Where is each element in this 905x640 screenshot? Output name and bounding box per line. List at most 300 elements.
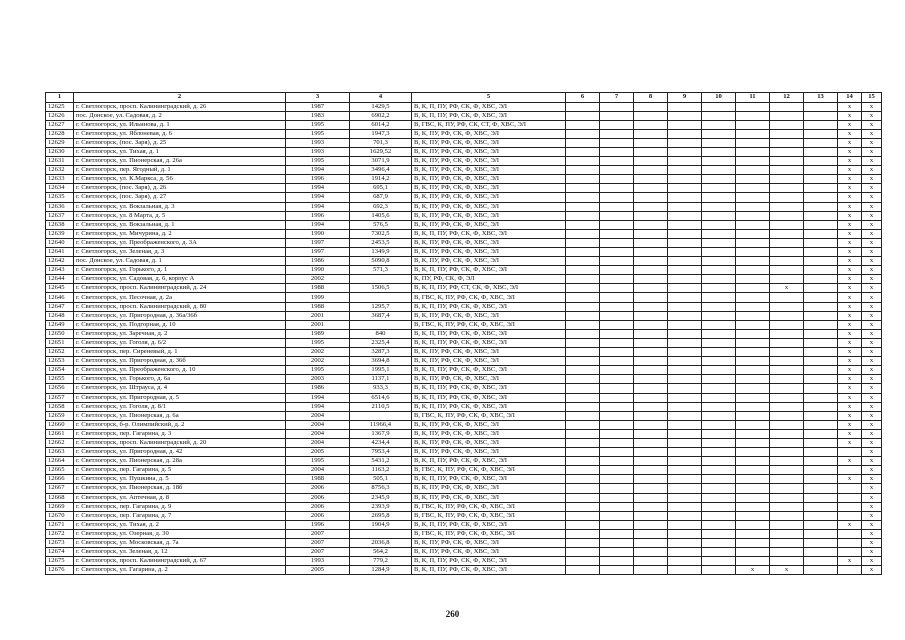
- mark-cell-col-15: x: [862, 202, 882, 211]
- mark-cell-col-13: [804, 257, 838, 266]
- area-cell: 564,2: [350, 548, 412, 557]
- mark-cell-col-8: [634, 193, 668, 202]
- mark-cell-col-10: [702, 466, 736, 475]
- mark-cell-col-9: [668, 193, 702, 202]
- utilities-cell: К, ПУ, РФ, СК, Ф, ЭЛ: [412, 275, 566, 284]
- mark-cell-col-7: [600, 220, 634, 229]
- mark-cell-col-12: [770, 302, 804, 311]
- mark-cell-col-15: x: [862, 475, 882, 484]
- registry-number-cell: 12641: [46, 248, 74, 257]
- mark-cell-col-15: x: [862, 448, 882, 457]
- address-cell: пос. Донское, ул. Садовая, д. 2: [74, 111, 286, 120]
- mark-cell-col-10: [702, 411, 736, 420]
- mark-cell-col-13: [804, 375, 838, 384]
- mark-cell-col-7: [600, 484, 634, 493]
- mark-cell-col-11: [736, 302, 770, 311]
- mark-cell-col-14: x: [838, 266, 862, 275]
- mark-cell-col-8: [634, 275, 668, 284]
- mark-cell-col-12: [770, 438, 804, 447]
- year-built-cell: 2004: [286, 466, 350, 475]
- registry-number-cell: 12644: [46, 275, 74, 284]
- mark-cell-col-7: [600, 338, 634, 347]
- mark-cell-col-13: [804, 420, 838, 429]
- address-cell: г. Светлогорск, б-р. Олимпийский, д. 2: [74, 420, 286, 429]
- area-cell: [350, 411, 412, 420]
- mark-cell-col-15: x: [862, 229, 882, 238]
- utilities-cell: В, К, П, ПУ, РФ, СТ, СК, Ф, ХВС, ЭЛ: [412, 284, 566, 293]
- utilities-cell: В, К, ПУ, РФ, СК, Ф, ХВС, ЭЛ: [412, 348, 566, 357]
- mark-cell-col-13: [804, 338, 838, 347]
- area-cell: 1349,9: [350, 248, 412, 257]
- mark-cell-col-7: [600, 166, 634, 175]
- mark-cell-col-11: [736, 329, 770, 338]
- mark-cell-col-14: x: [838, 357, 862, 366]
- table-row: [46, 320, 882, 329]
- mark-cell-col-9: [668, 438, 702, 447]
- mark-cell-col-15: x: [862, 493, 882, 502]
- mark-cell-col-6: [566, 429, 600, 438]
- mark-cell-col-15: x: [862, 484, 882, 493]
- mark-cell-col-7: [600, 475, 634, 484]
- mark-cell-col-7: [600, 175, 634, 184]
- mark-cell-col-13: [804, 302, 838, 311]
- address-cell: г. Светлогорск, ул. Тихая, д. 2: [74, 520, 286, 529]
- address-cell: г. Светлогорск, ул. Гагарина, д. 2: [74, 566, 286, 575]
- utilities-cell: В, К, ПУ, РФ, СК, Ф, ХВС, ЭЛ: [412, 166, 566, 175]
- table-header-row: [46, 93, 882, 103]
- mark-cell-col-11: [736, 475, 770, 484]
- registry-number-cell: 12629: [46, 138, 74, 147]
- column-header-6: 6: [566, 93, 600, 103]
- mark-cell-col-10: [702, 429, 736, 438]
- mark-cell-col-10: [702, 129, 736, 138]
- mark-cell-col-7: [600, 357, 634, 366]
- table-row: [46, 111, 882, 120]
- mark-cell-col-9: [668, 429, 702, 438]
- table-row: [46, 238, 882, 247]
- mark-cell-col-11: [736, 102, 770, 111]
- mark-cell-col-10: [702, 138, 736, 147]
- area-cell: 692,3: [350, 202, 412, 211]
- registry-number-cell: 12660: [46, 420, 74, 429]
- mark-cell-col-9: [668, 511, 702, 520]
- mark-cell-col-11: [736, 557, 770, 566]
- mark-cell-col-6: [566, 348, 600, 357]
- utilities-cell: В, К, ПУ, РФ, СК, Ф, ХВС, ЭЛ: [412, 220, 566, 229]
- mark-cell-col-10: [702, 393, 736, 402]
- mark-cell-col-6: [566, 184, 600, 193]
- year-built-cell: 1995: [286, 366, 350, 375]
- column-header-1: 1: [46, 93, 74, 103]
- registry-number-cell: 12671: [46, 520, 74, 529]
- registry-number-cell: 12635: [46, 193, 74, 202]
- mark-cell-col-14: x: [838, 157, 862, 166]
- mark-cell-col-7: [600, 329, 634, 338]
- utilities-cell: В, К, П, ПУ, РФ, СК, Ф, ХВС, ЭЛ: [412, 111, 566, 120]
- mark-cell-col-8: [634, 511, 668, 520]
- mark-cell-col-7: [600, 348, 634, 357]
- table-row: [46, 284, 882, 293]
- mark-cell-col-14: x: [838, 302, 862, 311]
- mark-cell-col-7: [600, 448, 634, 457]
- registry-number-cell: 12672: [46, 529, 74, 538]
- address-cell: г. Светлогорск, пер. Гагарина, д. 9: [74, 502, 286, 511]
- mark-cell-col-15: x: [862, 375, 882, 384]
- mark-cell-col-11: x: [736, 566, 770, 575]
- utilities-cell: В, К, ПУ, РФ, СК, Ф, ХВС, ЭЛ: [412, 138, 566, 147]
- address-cell: г. Светлогорск, (пос. Заря), д. 26: [74, 184, 286, 193]
- utilities-cell: В, К, ПУ, РФ, СК, Ф, ХВС, ЭЛ: [412, 311, 566, 320]
- mark-cell-col-7: [600, 248, 634, 257]
- mark-cell-col-15: x: [862, 129, 882, 138]
- mark-cell-col-8: [634, 238, 668, 247]
- table-row: [46, 457, 882, 466]
- registry-number-cell: 12653: [46, 357, 74, 366]
- mark-cell-col-14: x: [838, 520, 862, 529]
- mark-cell-col-12: [770, 129, 804, 138]
- mark-cell-col-14: x: [838, 393, 862, 402]
- column-header-9: 9: [668, 93, 702, 103]
- mark-cell-col-11: [736, 129, 770, 138]
- mark-cell-col-12: [770, 366, 804, 375]
- mark-cell-col-9: [668, 357, 702, 366]
- mark-cell-col-6: [566, 248, 600, 257]
- mark-cell-col-13: [804, 175, 838, 184]
- mark-cell-col-12: [770, 248, 804, 257]
- year-built-cell: 1993: [286, 557, 350, 566]
- utilities-cell: В, ГВС, К, ПУ, РФ, СК, Ф, ХВС, ЭЛ: [412, 502, 566, 511]
- table-row: [46, 229, 882, 238]
- mark-cell-col-6: [566, 175, 600, 184]
- area-cell: 2393,9: [350, 502, 412, 511]
- mark-cell-col-10: [702, 275, 736, 284]
- year-built-cell: 1997: [286, 238, 350, 247]
- table-row: [46, 566, 882, 575]
- housing-registry-table: [45, 92, 882, 575]
- mark-cell-col-7: [600, 493, 634, 502]
- year-built-cell: 1986: [286, 257, 350, 266]
- mark-cell-col-10: [702, 184, 736, 193]
- year-built-cell: 2007: [286, 548, 350, 557]
- mark-cell-col-6: [566, 129, 600, 138]
- mark-cell-col-14: x: [838, 102, 862, 111]
- mark-cell-col-6: [566, 393, 600, 402]
- mark-cell-col-7: [600, 238, 634, 247]
- utilities-cell: В, К, ПУ, РФ, СК, Ф, ХВС, ЭЛ: [412, 548, 566, 557]
- mark-cell-col-15: x: [862, 557, 882, 566]
- mark-cell-col-9: [668, 493, 702, 502]
- mark-cell-col-13: [804, 220, 838, 229]
- address-cell: г. Светлогорск, ул. Пионерская, д. 18б: [74, 484, 286, 493]
- mark-cell-col-14: x: [838, 175, 862, 184]
- mark-cell-col-11: [736, 366, 770, 375]
- mark-cell-col-10: [702, 348, 736, 357]
- year-built-cell: 1994: [286, 202, 350, 211]
- table-row: [46, 202, 882, 211]
- mark-cell-col-10: [702, 320, 736, 329]
- mark-cell-col-10: [702, 511, 736, 520]
- utilities-cell: В, К, ПУ, РФ, СК, Ф, ХВС, ЭЛ: [412, 193, 566, 202]
- table-row: [46, 393, 882, 402]
- mark-cell-col-12: [770, 257, 804, 266]
- mark-cell-col-14: x: [838, 320, 862, 329]
- area-cell: 3687,4: [350, 311, 412, 320]
- mark-cell-col-6: [566, 411, 600, 420]
- registry-number-cell: 12630: [46, 147, 74, 156]
- table-row: [46, 529, 882, 538]
- year-built-cell: 2004: [286, 438, 350, 447]
- address-cell: г. Светлогорск, ул. Аптечная, д. 8: [74, 493, 286, 502]
- address-cell: г. Светлогорск, ул. Преображенского, д. 10: [74, 366, 286, 375]
- mark-cell-col-11: [736, 429, 770, 438]
- registry-number-cell: 12640: [46, 238, 74, 247]
- utilities-cell: В, К, П, ПУ, РФ, СК, Ф, ХВС, ЭЛ: [412, 520, 566, 529]
- mark-cell-col-13: [804, 311, 838, 320]
- mark-cell-col-7: [600, 293, 634, 302]
- registry-number-cell: 12638: [46, 220, 74, 229]
- mark-cell-col-8: [634, 147, 668, 156]
- year-built-cell: 2006: [286, 484, 350, 493]
- area-cell: 2345,9: [350, 493, 412, 502]
- mark-cell-col-12: [770, 120, 804, 129]
- mark-cell-col-9: [668, 475, 702, 484]
- area-cell: 571,3: [350, 266, 412, 275]
- mark-cell-col-11: [736, 348, 770, 357]
- table-row: [46, 475, 882, 484]
- year-built-cell: 1994: [286, 193, 350, 202]
- mark-cell-col-7: [600, 520, 634, 529]
- area-cell: 7302,5: [350, 229, 412, 238]
- registry-number-cell: 12648: [46, 311, 74, 320]
- table-row: [46, 257, 882, 266]
- page-number: 260: [445, 609, 460, 619]
- year-built-cell: 1993: [286, 147, 350, 156]
- table-row: [46, 120, 882, 129]
- registry-number-cell: 12664: [46, 457, 74, 466]
- mark-cell-col-15: x: [862, 384, 882, 393]
- mark-cell-col-6: [566, 366, 600, 375]
- address-cell: г. Светлогорск, ул. Пригородная, д. 5: [74, 393, 286, 402]
- mark-cell-col-8: [634, 293, 668, 302]
- mark-cell-col-7: [600, 529, 634, 538]
- registry-number-cell: 12647: [46, 302, 74, 311]
- utilities-cell: В, ГВС, К, ПУ, РФ, СК, Ф, ХВС, ЭЛ: [412, 466, 566, 475]
- utilities-cell: В, К, П, ПУ, РФ, СК, Ф, ХВС, ЭЛ: [412, 566, 566, 575]
- mark-cell-col-12: [770, 220, 804, 229]
- mark-cell-col-12: [770, 548, 804, 557]
- area-cell: 576,5: [350, 220, 412, 229]
- mark-cell-col-9: [668, 548, 702, 557]
- mark-cell-col-11: [736, 375, 770, 384]
- registry-number-cell: 12627: [46, 120, 74, 129]
- mark-cell-col-15: x: [862, 157, 882, 166]
- mark-cell-col-8: [634, 166, 668, 175]
- area-cell: 2453,5: [350, 238, 412, 247]
- utilities-cell: В, К, П, ПУ, РФ, СК, Ф, ХВС, ЭЛ: [412, 393, 566, 402]
- mark-cell-col-6: [566, 147, 600, 156]
- mark-cell-col-12: x: [770, 284, 804, 293]
- area-cell: 687,9: [350, 193, 412, 202]
- mark-cell-col-10: [702, 475, 736, 484]
- mark-cell-col-15: x: [862, 275, 882, 284]
- utilities-cell: В, К, ПУ, РФ, СК, Ф, ХВС, ЭЛ: [412, 539, 566, 548]
- mark-cell-col-7: [600, 375, 634, 384]
- utilities-cell: В, ГВС, К, ПУ, РФ, СК, СТ, Ф, ХВС, ЭЛ: [412, 120, 566, 129]
- address-cell: г. Светлогорск, пер. Ягодный, д. 1: [74, 166, 286, 175]
- mark-cell-col-15: x: [862, 102, 882, 111]
- mark-cell-col-8: [634, 493, 668, 502]
- registry-number-cell: 12656: [46, 384, 74, 393]
- table-row: [46, 548, 882, 557]
- mark-cell-col-6: [566, 120, 600, 129]
- mark-cell-col-8: [634, 129, 668, 138]
- mark-cell-col-8: [634, 384, 668, 393]
- address-cell: г. Светлогорск, ул. Московская, д. 7а: [74, 539, 286, 548]
- table-row: [46, 429, 882, 438]
- mark-cell-col-15: x: [862, 566, 882, 575]
- mark-cell-col-11: [736, 457, 770, 466]
- utilities-cell: В, К, ПУ, РФ, СК, Ф, ХВС, ЭЛ: [412, 493, 566, 502]
- mark-cell-col-14: x: [838, 284, 862, 293]
- mark-cell-col-15: x: [862, 366, 882, 375]
- mark-cell-col-15: x: [862, 511, 882, 520]
- mark-cell-col-6: [566, 548, 600, 557]
- year-built-cell: 2005: [286, 566, 350, 575]
- mark-cell-col-7: [600, 193, 634, 202]
- mark-cell-col-15: x: [862, 138, 882, 147]
- mark-cell-col-10: [702, 220, 736, 229]
- mark-cell-col-7: [600, 438, 634, 447]
- year-built-cell: 1995: [286, 120, 350, 129]
- utilities-cell: В, ГВС, К, ПУ, РФ, СК, Ф, ХВС, ЭЛ: [412, 511, 566, 520]
- area-cell: 840: [350, 329, 412, 338]
- mark-cell-col-7: [600, 120, 634, 129]
- address-cell: г. Светлогорск, ул. Пионерская, д. 28а: [74, 457, 286, 466]
- mark-cell-col-9: [668, 266, 702, 275]
- mark-cell-col-15: x: [862, 338, 882, 347]
- year-built-cell: 1983: [286, 111, 350, 120]
- registry-number-cell: 12652: [46, 348, 74, 357]
- mark-cell-col-8: [634, 284, 668, 293]
- mark-cell-col-6: [566, 138, 600, 147]
- mark-cell-col-15: x: [862, 120, 882, 129]
- address-cell: г. Светлогорск, ул. Гоголя, д. 8/1: [74, 402, 286, 411]
- area-cell: 1914,2: [350, 175, 412, 184]
- year-built-cell: 1988: [286, 302, 350, 311]
- mark-cell-col-15: x: [862, 411, 882, 420]
- column-header-3: 3: [286, 93, 350, 103]
- registry-number-cell: 12631: [46, 157, 74, 166]
- mark-cell-col-10: [702, 238, 736, 247]
- area-cell: 2325,4: [350, 338, 412, 347]
- mark-cell-col-15: x: [862, 293, 882, 302]
- mark-cell-col-11: [736, 138, 770, 147]
- mark-cell-col-12: [770, 429, 804, 438]
- mark-cell-col-13: [804, 557, 838, 566]
- mark-cell-col-9: [668, 147, 702, 156]
- mark-cell-col-7: [600, 502, 634, 511]
- mark-cell-col-10: [702, 284, 736, 293]
- utilities-cell: В, К, П, ПУ, РФ, СК, Ф, ХВС, ЭЛ: [412, 475, 566, 484]
- area-cell: 5431,2: [350, 457, 412, 466]
- address-cell: г. Светлогорск, ул. Озерная, д. 30: [74, 529, 286, 538]
- registry-number-cell: 12654: [46, 366, 74, 375]
- area-cell: 701,3: [350, 138, 412, 147]
- address-cell: г. Светлогорск, (пос. Заря), д. 25: [74, 138, 286, 147]
- mark-cell-col-14: [838, 566, 862, 575]
- mark-cell-col-9: [668, 138, 702, 147]
- mark-cell-col-12: [770, 420, 804, 429]
- address-cell: г. Светлогорск, ул. Песочная, д. 2а: [74, 293, 286, 302]
- address-cell: г. Светлогорск, пер. Гагарина, д. 3: [74, 429, 286, 438]
- mark-cell-col-8: [634, 102, 668, 111]
- area-cell: [350, 293, 412, 302]
- mark-cell-col-14: [838, 511, 862, 520]
- mark-cell-col-6: [566, 493, 600, 502]
- area-cell: 1295,7: [350, 302, 412, 311]
- mark-cell-col-12: [770, 266, 804, 275]
- mark-cell-col-9: [668, 411, 702, 420]
- mark-cell-col-7: [600, 266, 634, 275]
- mark-cell-col-14: x: [838, 138, 862, 147]
- registry-number-cell: 12663: [46, 448, 74, 457]
- column-header-11: 11: [736, 93, 770, 103]
- mark-cell-col-13: [804, 366, 838, 375]
- mark-cell-col-14: x: [838, 384, 862, 393]
- mark-cell-col-9: [668, 529, 702, 538]
- table-row: [46, 557, 882, 566]
- mark-cell-col-7: [600, 257, 634, 266]
- table-row: [46, 438, 882, 447]
- mark-cell-col-11: [736, 111, 770, 120]
- mark-cell-col-12: [770, 311, 804, 320]
- mark-cell-col-14: [838, 493, 862, 502]
- mark-cell-col-11: [736, 120, 770, 129]
- utilities-cell: В, К, ПУ, РФ, СК, Ф, ХВС, ЭЛ: [412, 157, 566, 166]
- mark-cell-col-10: [702, 175, 736, 184]
- mark-cell-col-11: [736, 402, 770, 411]
- registry-number-cell: 12659: [46, 411, 74, 420]
- mark-cell-col-9: [668, 184, 702, 193]
- area-cell: 6902,2: [350, 111, 412, 120]
- utilities-cell: В, ГВС, К, ПУ, РФ, СК, Ф, ХВС, ЭЛ: [412, 293, 566, 302]
- mark-cell-col-14: x: [838, 402, 862, 411]
- mark-cell-col-7: [600, 511, 634, 520]
- mark-cell-col-15: x: [862, 539, 882, 548]
- mark-cell-col-12: [770, 184, 804, 193]
- mark-cell-col-13: [804, 202, 838, 211]
- mark-cell-col-10: [702, 302, 736, 311]
- utilities-cell: В, К, П, ПУ, РФ, СК, Ф, ХВС, ЭЛ: [412, 266, 566, 275]
- mark-cell-col-11: [736, 266, 770, 275]
- mark-cell-col-12: [770, 402, 804, 411]
- mark-cell-col-14: x: [838, 475, 862, 484]
- mark-cell-col-12: [770, 202, 804, 211]
- mark-cell-col-7: [600, 111, 634, 120]
- mark-cell-col-8: [634, 548, 668, 557]
- utilities-cell: В, ГВС, К, ПУ, РФ, СК, Ф, ХВС, ЭЛ: [412, 411, 566, 420]
- mark-cell-col-14: x: [838, 120, 862, 129]
- mark-cell-col-11: [736, 147, 770, 156]
- mark-cell-col-13: [804, 529, 838, 538]
- mark-cell-col-6: [566, 238, 600, 247]
- registry-number-cell: 12642: [46, 257, 74, 266]
- registry-number-cell: 12633: [46, 175, 74, 184]
- address-cell: г. Светлогорск, ул. Пионерская, д. 26а: [74, 157, 286, 166]
- registry-number-cell: 12634: [46, 184, 74, 193]
- table-row: [46, 275, 882, 284]
- mark-cell-col-7: [600, 557, 634, 566]
